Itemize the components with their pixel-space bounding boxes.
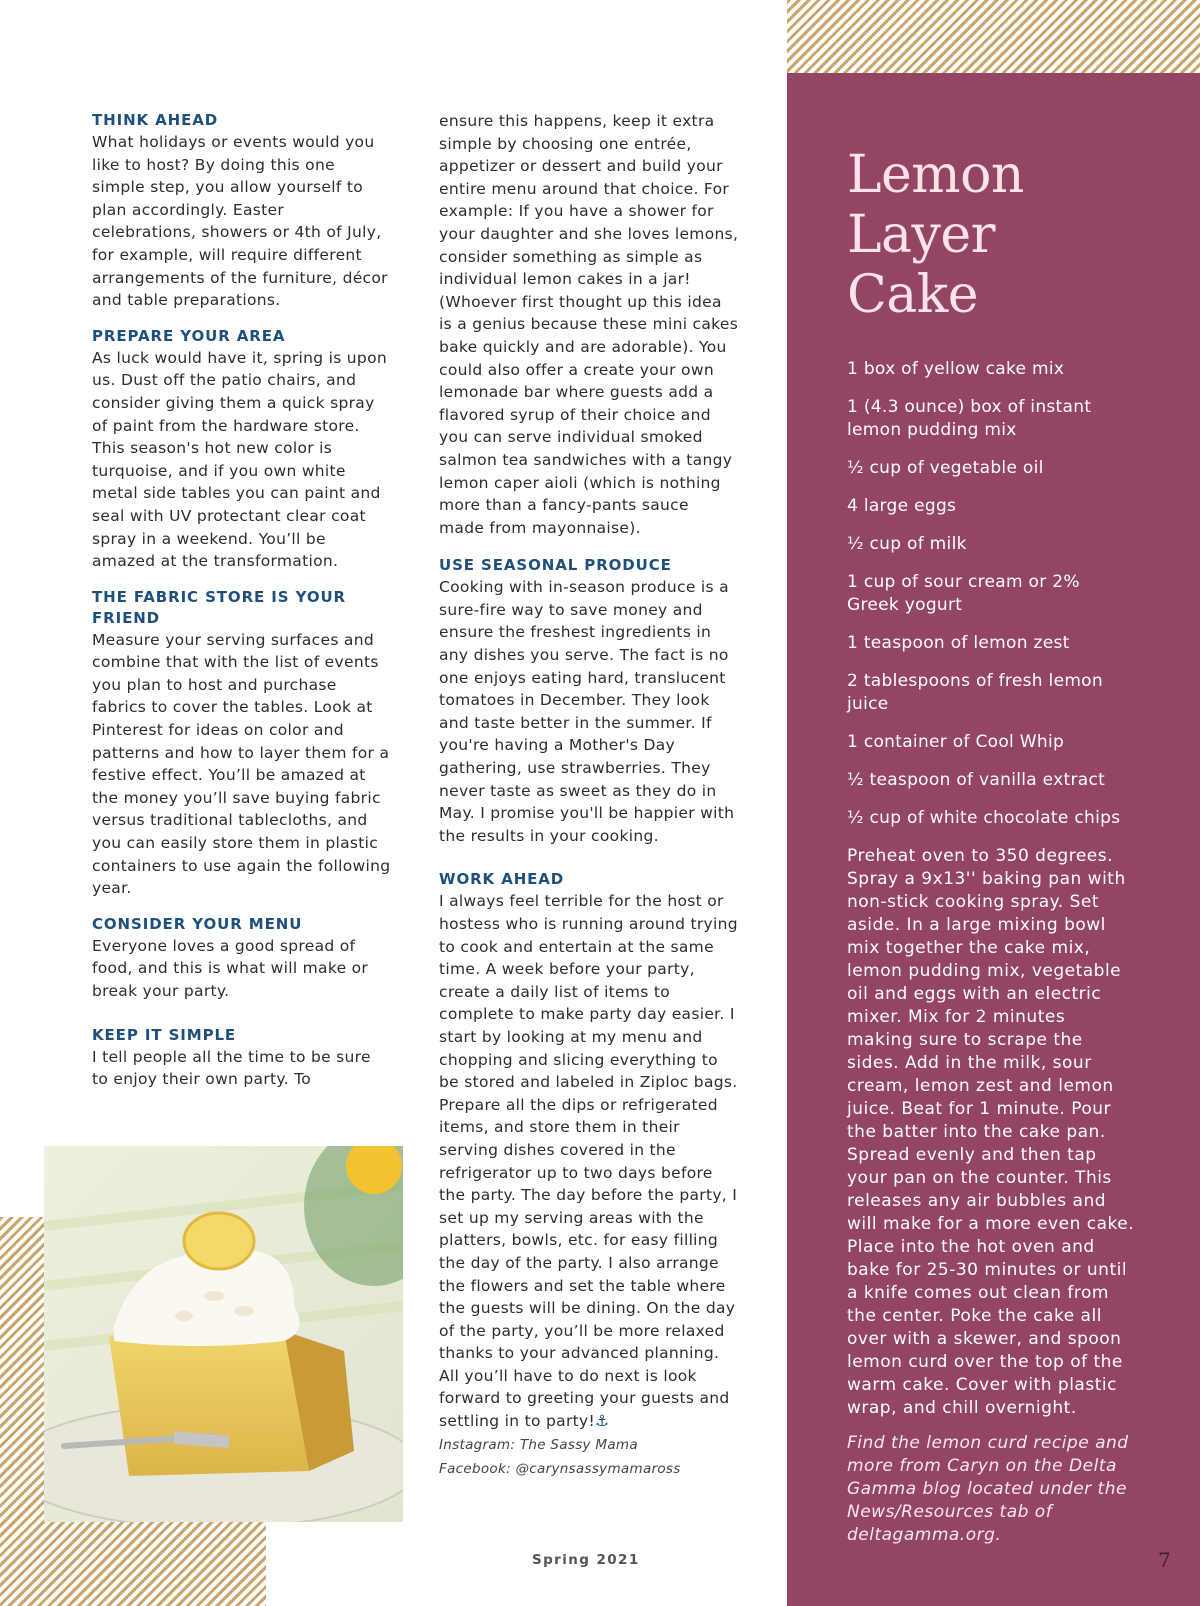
article-column-left	[92, 110, 392, 1091]
section-heading-keep-simple: KEEP IT SIMPLE	[92, 1025, 237, 1044]
ingredient-item: ½ cup of vegetable oil	[847, 458, 1044, 478]
issue-label: Spring 2021	[532, 1552, 640, 1568]
section-body-keep-simple-continued: ensure this happens, keep it extra simple by choosing one entrée, appetizer or dessert and build your entire menu around that choice. For example: If you have a shower for your daughter and she loves lemons, consider something as simple as individual lemon cakes in a jar! (Whoever first thought up this idea is a genius because these mini cakes bake quickly and are adorable). You could also offer a create your own lemonade bar where guests add a flavored syrup of their choice and you can serve individual smoked salmon tea sandwiches with a tangy lemon caper aioli (which is nothing more than a fancy-pants sauce made from mayonnaise).	[439, 112, 739, 537]
recipe-title-line-1: Lemon	[847, 145, 1024, 205]
instagram-handle: Instagram: The Sassy Mama	[439, 1436, 638, 1453]
recipe-instructions: Preheat oven to 350 degrees. Spray a 9x13'' baking pan with non-stick cooking spray. Set aside. In a large mixing bowl mix together the cake mix, lemon pudding mix, vegetable oil and eggs with an electric mixer. Mix for 2 minutes making sure to scrape the sides. Add in the milk, sour cream, lemon zest and lemon juice. Beat for 1 minute. Pour the batter into the cake pan. Spread evenly and then tap your pan on the counter. This releases any air bubbles and will make for a more even cake. Place into the hot oven and bake for 25-30 minutes or until a knife comes out clean from the center. Poke the cake all over with a skewer, and spoon lemon curd over the top of the warm cake. Cover with plastic wrap, and chill overnight.	[847, 846, 1135, 1418]
ingredient-item: 4 large eggs	[847, 496, 957, 516]
section-body-work-ahead	[439, 890, 739, 1432]
facebook-handle: Facebook: @carynsassymamaross	[439, 1460, 681, 1477]
section-heading-fabric-store: THE FABRIC STORE IS YOUR FRIEND	[92, 587, 347, 627]
section-body-fabric-store: Measure your serving surfaces and combine that with the list of events you plan to host and purchase fabrics to cover the tables. Look at Pinterest for ideas on color and patterns and how to layer them for a festive effect. You’ll be amazed at the money you’ll save buying fabric versus traditional tablecloths, and you can easily store them in plastic containers to use again the following year.	[92, 630, 391, 898]
ingredient-item: ½ teaspoon of vanilla extract	[847, 770, 1106, 790]
section-heading-prepare-area: PREPARE YOUR AREA	[92, 326, 286, 345]
section-heading-work-ahead: WORK AHEAD	[439, 870, 565, 889]
recipe-note: Find the lemon curd recipe and more from Caryn on the Delta Gamma blog located under the News/Resources tab of deltagamma.org.	[847, 1433, 1129, 1545]
section-heading-seasonal-produce: USE SEASONAL PRODUCE	[439, 556, 672, 575]
recipe-title	[847, 145, 1137, 325]
recipe-panel	[847, 145, 1137, 1547]
ingredient-item: ½ cup of milk	[847, 534, 967, 554]
section-heading-think-ahead: THINK AHEAD	[92, 111, 219, 129]
ingredient-item: 1 container of Cool Whip	[847, 732, 1065, 752]
ingredient-item: 1 teaspoon of lemon zest	[847, 633, 1070, 653]
page-number: 7	[1158, 1548, 1171, 1572]
ingredient-item: 1 (4.3 ounce) box of instant lemon pudding mix	[847, 397, 1092, 440]
section-body-think-ahead: What holidays or events would you like to host? By doing this one simple step, you allow yourself to plan accordingly. Easter celebrations, showers or 4th of July, for example, will require different arrangements of the furniture, décor and table preparations.	[92, 133, 388, 310]
work-ahead-text: I always feel terrible for the host or hostess who is running around trying to cook and entertain at the same time. A week before your party, create a daily list of items to complete to make party day easier. I start by looking at my menu and chopping and slicing everything to be stored and labeled in Ziploc bags. Prepare all the dips or refrigerated items, and store them in their serving dishes covered in the refrigerator up to two days before the party. The day before the party, I set up my serving areas with the platters, bowls, etc. for easy filling the day of the party. I also arrange the flowers and set the table where the guests will be dining. On the day of the party, you’ll be more relaxed thanks to your advanced planning. All you’ll have to do next is look forward to greeting your guests and settling in to party!	[439, 892, 738, 1431]
recipe-title-line-2: Layer Cake	[847, 205, 996, 325]
anchor-icon: ⚓	[595, 1412, 610, 1431]
section-heading-consider-menu: CONSIDER YOUR MENU	[92, 914, 303, 933]
ingredient-item: 2 tablespoons of fresh lemon juice	[847, 671, 1103, 714]
section-body-prepare-area: As luck would have it, spring is upon us. Dust off the patio chairs, and consider giving them a quick spray of paint from the hardware store. This season's hot new color is turquoise, and if you own white metal side tables you can paint and seal with UV protectant clear coat spray in a weekend. You’ll be amazed at the transformation.	[92, 348, 387, 571]
section-body-consider-menu: Everyone loves a good spread of food, and this is what will make or break your party.	[92, 936, 369, 1000]
section-body-keep-simple: I tell people all the time to be sure to enjoy their own party. To	[92, 1047, 371, 1089]
ingredient-item: 1 box of yellow cake mix	[847, 359, 1065, 379]
ingredient-item: ½ cup of white chocolate chips	[847, 808, 1121, 828]
lemon-cake-photo	[44, 1146, 403, 1522]
article-column-middle	[439, 110, 739, 1481]
ingredient-item: 1 cup of sour cream or 2% Greek yogurt	[847, 572, 1080, 615]
section-body-seasonal-produce: Cooking with in-season produce is a sure-fire way to save money and ensure the freshest ingredients in any dishes you serve. The fact is no one enjoys eating hard, translucent tomatoes in December. They look and taste better in the summer. If you're having a Mother's Day gathering, use strawberries. They never taste as sweet as they do in May. I promise you'll be happier with the results in your cooking.	[439, 578, 735, 845]
decorative-stripes-top	[787, 0, 1200, 73]
